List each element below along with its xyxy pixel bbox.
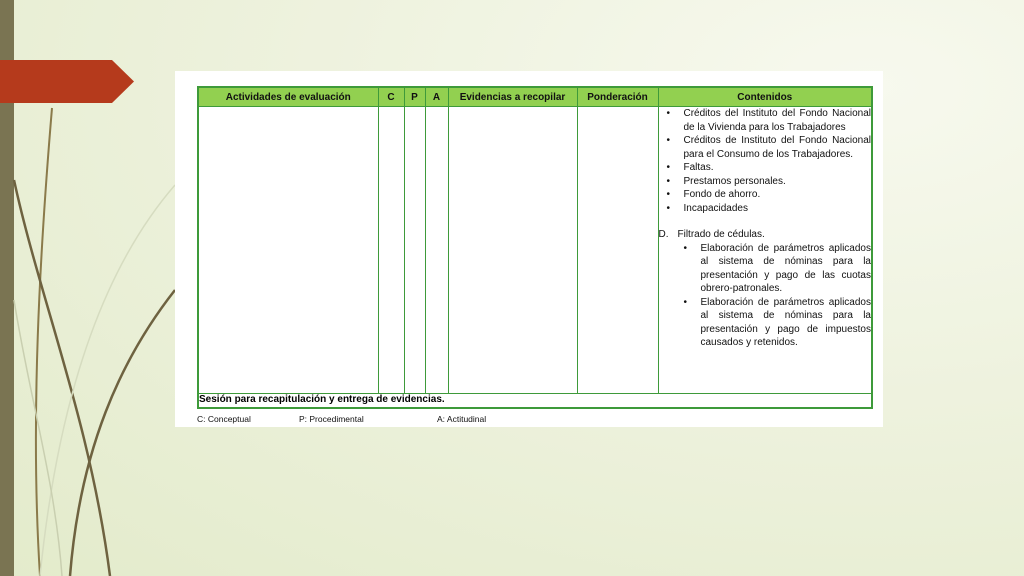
section-d-letter: D. bbox=[658, 229, 669, 240]
section-d-heading bbox=[659, 228, 872, 242]
list-item: • Incapacidades bbox=[684, 202, 872, 216]
cell-p bbox=[404, 107, 425, 394]
cell-contenidos bbox=[658, 107, 872, 394]
footer-session-text: Sesión para recapitulación y entrega de evidencias. bbox=[198, 394, 872, 409]
header-c: C bbox=[378, 87, 404, 107]
list-item: • Elaboración de parámetros aplicados al sistema de nóminas para la presentación y pago de las cuotas obrero-patronales. bbox=[701, 242, 872, 296]
header-actividades: Actividades de evaluación bbox=[198, 87, 378, 107]
legend-actitudinal: A: Actitudinal bbox=[437, 414, 487, 424]
table-header-row bbox=[198, 87, 872, 107]
legend-procedimental: P: Procedimental bbox=[299, 414, 364, 424]
cell-actividades bbox=[198, 107, 378, 394]
table-row bbox=[198, 107, 872, 394]
table-footer-row bbox=[198, 394, 872, 409]
cell-c bbox=[378, 107, 404, 394]
list-item: • Créditos del Instituto del Fondo Nacional de la Vivienda para los Trabajadores bbox=[684, 107, 872, 134]
section-d-bullet-list bbox=[659, 242, 872, 350]
list-item: • Créditos de Instituto del Fondo Nacional para el Consumo de los Trabajadores. bbox=[684, 134, 872, 161]
header-a: A bbox=[425, 87, 448, 107]
cell-a bbox=[425, 107, 448, 394]
evaluation-table bbox=[197, 86, 873, 409]
cell-ponderacion bbox=[577, 107, 658, 394]
cell-evidencias bbox=[448, 107, 577, 394]
contents-bullet-list bbox=[659, 107, 872, 215]
list-item: • Prestamos personales. bbox=[684, 175, 872, 189]
header-contenidos: Contenidos bbox=[658, 87, 872, 107]
list-item: • Elaboración de parámetros aplicados al sistema de nóminas para la presentación y pago de impuestos causados y retenidos. bbox=[701, 296, 872, 350]
section-d-title: Filtrado de cédulas. bbox=[677, 229, 765, 240]
evaluation-table-image bbox=[175, 71, 883, 427]
header-evidencias: Evidencias a recopilar bbox=[448, 87, 577, 107]
arrow-tab-shape bbox=[0, 60, 134, 103]
header-ponderacion: Ponderación bbox=[577, 87, 658, 107]
list-item: • Faltas. bbox=[684, 161, 872, 175]
header-p: P bbox=[404, 87, 425, 107]
list-item: • Fondo de ahorro. bbox=[684, 188, 872, 202]
legend-conceptual: C: Conceptual bbox=[197, 414, 251, 424]
